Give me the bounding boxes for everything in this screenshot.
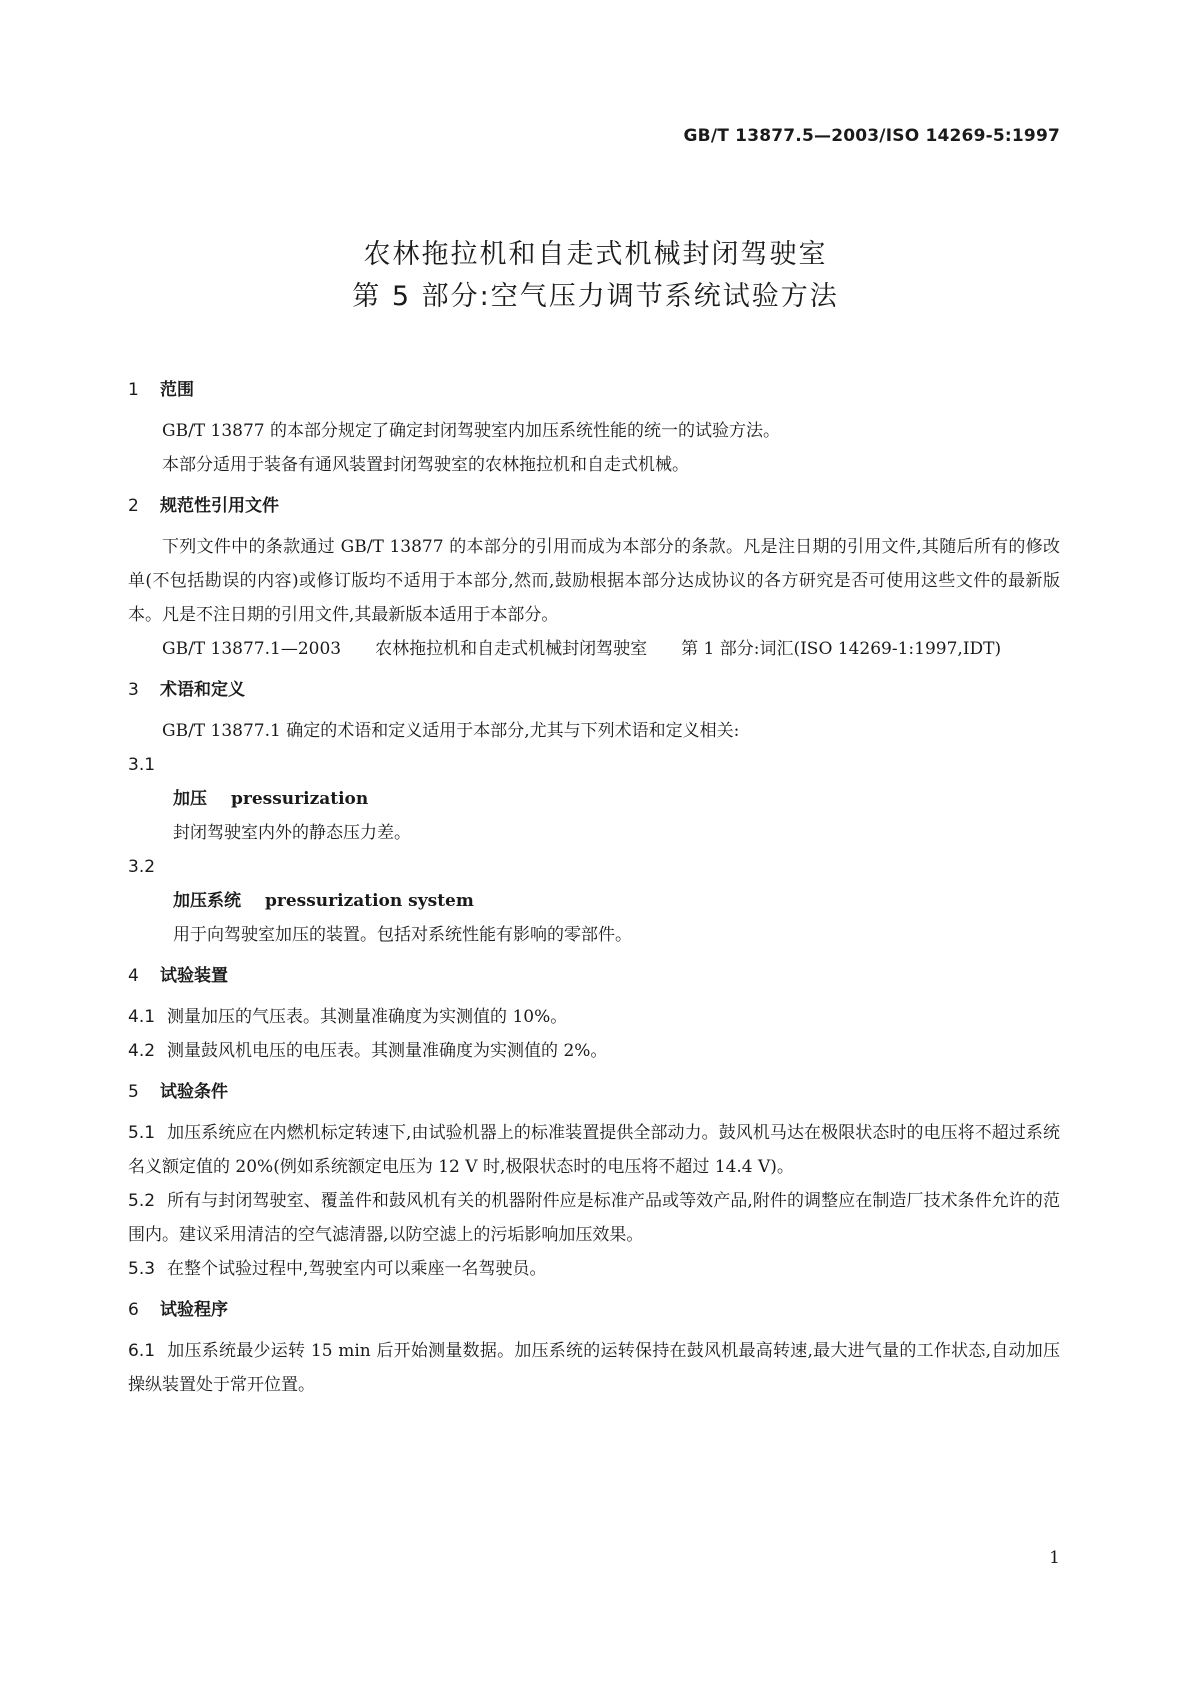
clause — [128, 1334, 1060, 1402]
clause-text: 加压系统最少运转 15 min 后开始测量数据。加压系统的运转保持在鼓风机最高转速,最大进气量的工作状态,自动加压操纵装置处于常开位置。 — [128, 1341, 1060, 1395]
paragraph: GB/T 13877.1 确定的术语和定义适用于本部分,尤其与下列术语和定义相关: — [162, 721, 740, 741]
paragraph: 下列文件中的条款通过 GB/T 13877 的本部分的引用而成为本部分的条款。凡是注日期的引用文件,其随后所有的修改单(不包括勘误的内容)或修订版均不适用于本部分,然而,鼓励根据本部分达成协议的各方研究是否可使用这些文件的最新版本。凡是不注日期的引用文件,其最新版本适用于本部分。 — [128, 537, 1060, 625]
clause-number: 5.1 — [128, 1123, 156, 1143]
term-number: 3.1 — [128, 755, 156, 775]
term-heading — [128, 884, 1060, 918]
clause-text: 所有与封闭驾驶室、覆盖件和鼓风机有关的机器附件应是标准产品或等效产品,附件的调整应在制造厂技术条件允许的范围内。建议采用清洁的空气滤清器,以防空滤上的污垢影响加压效果。 — [128, 1191, 1060, 1245]
section-heading-5 — [128, 1078, 1060, 1106]
clause — [128, 1252, 1060, 1286]
term-cn: 加压系统 — [173, 891, 241, 911]
paragraph: 本部分适用于装备有通风装置封闭驾驶室的农林拖拉机和自走式机械。 — [162, 455, 689, 475]
page-number: 1 — [1049, 1548, 1060, 1568]
section-heading-3 — [128, 676, 1060, 704]
clause — [128, 1184, 1060, 1252]
clause-number: 6.1 — [128, 1341, 156, 1361]
section-heading-4 — [128, 962, 1060, 990]
term-cn: 加压 — [173, 789, 207, 809]
section-title: 试验条件 — [160, 1082, 228, 1102]
clause — [128, 1116, 1060, 1184]
clause-text: 测量鼓风机电压的电压表。其测量准确度为实测值的 2%。 — [167, 1041, 608, 1061]
reference-code: GB/T 13877.1—2003 — [162, 639, 342, 659]
term-number: 3.2 — [128, 857, 156, 877]
term-heading — [128, 782, 1060, 816]
clause-text: 加压系统应在内燃机标定转速下,由试验机器上的标准装置提供全部动力。鼓风机马达在极限状态时的电压将不超过系统名义额定值的 20%(例如系统额定电压为 12 V 时,极限状态时的电压将不超过 14.4 V)。 — [128, 1123, 1060, 1177]
document-title-line1: 农林拖拉机和自走式机械封闭驾驶室 — [363, 239, 828, 270]
clause-number: 4.2 — [128, 1041, 156, 1061]
section-title: 试验装置 — [160, 966, 228, 986]
section-number: 6 — [128, 1300, 139, 1320]
section-number: 5 — [128, 1082, 139, 1102]
clause-text: 测量加压的气压表。其测量准确度为实测值的 10%。 — [167, 1007, 568, 1027]
section-title: 术语和定义 — [160, 680, 245, 700]
section-number: 1 — [128, 380, 139, 400]
section-number: 4 — [128, 966, 139, 986]
section-title: 试验程序 — [160, 1300, 228, 1320]
reference-part: 第 1 部分:词汇(ISO 14269-1:1997,IDT) — [681, 639, 1002, 659]
section-heading-2 — [128, 492, 1060, 520]
section-title: 规范性引用文件 — [160, 496, 279, 516]
clause-number: 5.2 — [128, 1191, 156, 1211]
term-definition: 用于向驾驶室加压的装置。包括对系统性能有影响的零部件。 — [173, 925, 632, 945]
section-heading-6 — [128, 1296, 1060, 1324]
clause-text: 在整个试验过程中,驾驶室内可以乘座一名驾驶员。 — [167, 1259, 547, 1279]
clause-number: 4.1 — [128, 1007, 156, 1027]
clause — [128, 1000, 1060, 1034]
term-definition: 封闭驾驶室内外的静态压力差。 — [173, 823, 411, 843]
section-number: 3 — [128, 680, 139, 700]
term-en: pressurization — [231, 789, 369, 809]
document-body — [128, 376, 1060, 1402]
document-title-line2: 第 5 部分:空气压力调节系统试验方法 — [352, 281, 839, 312]
clause — [128, 1034, 1060, 1068]
clause-number: 5.3 — [128, 1259, 156, 1279]
term-en: pressurization system — [265, 891, 474, 911]
standard-number: GB/T 13877.5—2003/ISO 14269-5:1997 — [683, 126, 1060, 146]
section-number: 2 — [128, 496, 139, 516]
normative-reference — [128, 632, 1060, 666]
reference-title: 农林拖拉机和自走式机械封闭驾驶室 — [375, 639, 648, 659]
section-title: 范围 — [160, 380, 194, 400]
section-heading-1 — [128, 376, 1060, 404]
paragraph: GB/T 13877 的本部分规定了确定封闭驾驶室内加压系统性能的统一的试验方法。 — [162, 421, 781, 441]
